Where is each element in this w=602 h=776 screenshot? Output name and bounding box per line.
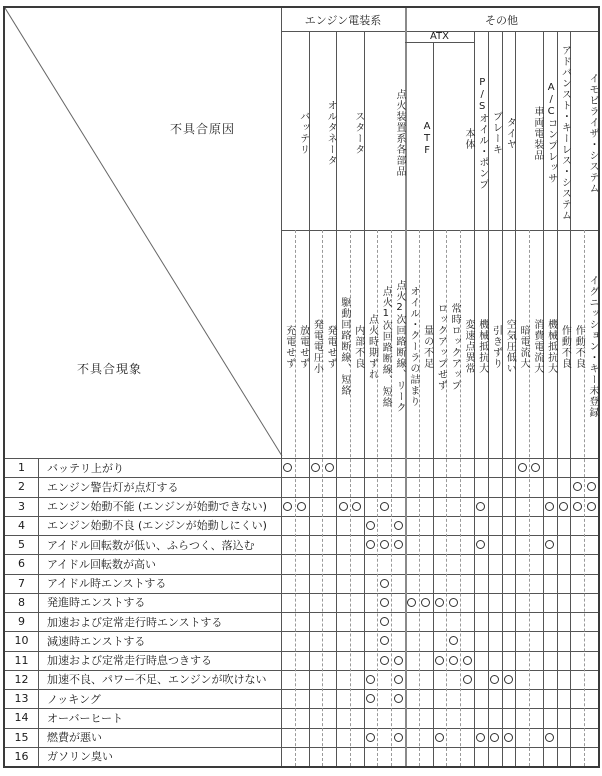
correlation-mark <box>366 521 375 530</box>
top-group-header: その他 <box>485 13 518 27</box>
correlation-mark <box>545 502 554 511</box>
symptom-label: バッテリ上がり <box>47 461 124 475</box>
correlation-mark <box>297 502 306 511</box>
correlation-mark <box>311 463 320 472</box>
diagonal-divider <box>5 8 285 458</box>
cause-column-label: 作動不良 <box>559 324 571 369</box>
cause-column-label: 点火2次回路断線、リーク <box>394 280 406 413</box>
symptom-label: エンジン始動不良 (エンジンが始動しにくい) <box>47 519 267 533</box>
cause-column-label: 放電せず <box>297 324 309 369</box>
correlation-mark <box>366 540 375 549</box>
row-number: 16 <box>14 749 29 763</box>
correlation-mark <box>380 579 389 588</box>
cause-group-header: オルタネータ <box>325 100 337 166</box>
cause-column-label: 変速点異常 <box>462 319 474 374</box>
symptom-label: 加速および定常走行時息つきする <box>47 654 212 668</box>
cause-column-label: 作動不良 <box>573 324 585 369</box>
row-number: 11 <box>14 653 29 667</box>
cause-column-label: イグニッション・キー未登録 <box>586 275 598 418</box>
correlation-mark <box>394 675 403 684</box>
symptom-label: オーバーヒート <box>47 711 124 725</box>
correlation-mark <box>283 502 292 511</box>
cause-column-label: 常時ロックアップ <box>449 302 461 391</box>
correlation-mark <box>449 598 458 607</box>
row-number: 5 <box>18 538 25 552</box>
cause-axis-title: 不具合原因 <box>170 122 236 136</box>
correlation-mark <box>545 733 554 742</box>
correlation-mark <box>339 502 348 511</box>
cause-column-label: 発電せず <box>325 324 337 369</box>
correlation-mark <box>531 463 540 472</box>
cause-group-header: スタータ <box>352 111 364 155</box>
symptom-label: エンジン始動不能 (エンジンが始動できない) <box>47 500 267 514</box>
atx-subgroup-header: ATF <box>421 120 433 157</box>
atx-group-header: ATX <box>429 31 449 42</box>
symptom-label: 発進時エンストする <box>47 596 146 610</box>
correlation-mark <box>504 675 513 684</box>
row-number: 4 <box>18 518 25 532</box>
cause-column-label: 点火1次回路断線、短絡 <box>380 285 392 408</box>
symptom-label: アイドル回転数が低い、ふらつく、落込む <box>47 538 255 552</box>
correlation-mark <box>559 502 568 511</box>
cause-column-label: 点火時期ずれ <box>366 313 378 380</box>
cause-group-header: A/Cコンプレッサ <box>545 82 557 184</box>
cause-group-header: 点火装置系各部品 <box>394 89 406 177</box>
correlation-mark <box>490 675 499 684</box>
correlation-mark <box>283 463 292 472</box>
row-number: 3 <box>18 499 25 513</box>
row-number: 10 <box>14 634 29 648</box>
cause-column-label: 引きずり <box>490 324 502 369</box>
cause-column-label: 暗電流大 <box>518 324 530 369</box>
symptom-label: アイドル回転数が高い <box>47 557 157 571</box>
row-number: 7 <box>18 576 25 590</box>
cause-column-label: オイル・クーラの詰まり <box>407 286 419 407</box>
correlation-mark <box>380 598 389 607</box>
correlation-mark <box>366 675 375 684</box>
row-number: 6 <box>18 557 25 571</box>
cause-group-header: ブレーキ <box>490 111 502 155</box>
cause-column-label: 発電電圧小 <box>311 319 323 374</box>
correlation-mark <box>587 502 596 511</box>
symptom-label: 加速不良、パワー不足、エンジンが吹けない <box>47 673 267 687</box>
correlation-mark <box>366 733 375 742</box>
correlation-mark <box>573 502 582 511</box>
cause-column-label: 駆動回路断線、短絡 <box>338 297 350 396</box>
correlation-mark <box>435 598 444 607</box>
symptom-label: 加速および定常走行時エンストする <box>47 615 223 629</box>
cause-column-label: 量の不足 <box>421 324 433 369</box>
cause-group-header: アドバンスト・キーレス・システム <box>559 45 571 221</box>
correlation-mark <box>476 502 485 511</box>
cause-group-header: P/Sオイル・ポンプ <box>476 76 488 190</box>
symptom-label: エンジン警告灯が点灯する <box>47 480 179 494</box>
correlation-mark <box>394 656 403 665</box>
cause-column-label: 空気圧低い <box>504 319 516 374</box>
symptom-axis-title: 不具合現象 <box>77 362 143 376</box>
correlation-mark <box>421 598 430 607</box>
correlation-mark <box>380 656 389 665</box>
correlation-mark <box>435 733 444 742</box>
cause-column-label: ロックアップせず <box>435 302 447 391</box>
correlation-mark <box>407 598 416 607</box>
correlation-mark <box>380 502 389 511</box>
correlation-mark <box>545 540 554 549</box>
correlation-mark <box>380 636 389 645</box>
row-number: 9 <box>18 615 25 629</box>
correlation-mark <box>504 733 513 742</box>
cause-group-header: イモビライザ・システム <box>586 72 598 194</box>
cause-column-label: 消費電流大 <box>531 319 543 374</box>
row-number: 8 <box>18 595 25 609</box>
correlation-mark <box>463 675 472 684</box>
correlation-mark <box>449 636 458 645</box>
correlation-mark <box>587 482 596 491</box>
cause-column-label: 内部不良 <box>352 324 364 369</box>
row-number: 13 <box>14 692 29 706</box>
cause-column-label: 機械抵抗大 <box>476 319 488 374</box>
row-number: 14 <box>14 711 29 725</box>
diagnostic-cross-reference-table <box>3 6 600 768</box>
correlation-mark <box>394 540 403 549</box>
correlation-mark <box>394 733 403 742</box>
cause-group-header: タイヤ <box>504 116 516 150</box>
symptom-label: ガソリン臭い <box>47 750 113 764</box>
correlation-mark <box>366 694 375 703</box>
atx-subgroup-header: 本体 <box>462 127 474 150</box>
symptom-label: ノッキング <box>47 692 101 706</box>
symptom-label: 減速時エンストする <box>47 634 146 648</box>
correlation-mark <box>463 656 472 665</box>
correlation-mark <box>394 521 403 530</box>
correlation-mark <box>394 694 403 703</box>
correlation-mark <box>476 540 485 549</box>
row-number: 2 <box>18 480 25 494</box>
cause-column-label: 充電せず <box>283 324 295 369</box>
correlation-mark <box>380 540 389 549</box>
row-number: 12 <box>14 672 29 686</box>
top-group-header: エンジン電装系 <box>304 13 382 27</box>
cause-column-label: 機械抵抗大 <box>545 319 557 374</box>
row-number: 1 <box>18 461 25 475</box>
symptom-label: アイドル時エンストする <box>47 577 167 591</box>
correlation-mark <box>490 733 499 742</box>
cause-group-header: 車両電装品 <box>531 105 543 161</box>
correlation-mark <box>435 656 444 665</box>
correlation-mark <box>325 463 334 472</box>
row-number: 15 <box>14 730 29 744</box>
correlation-mark <box>449 656 458 665</box>
correlation-mark <box>352 502 361 511</box>
symptom-label: 燃費が悪い <box>47 731 102 745</box>
correlation-mark <box>518 463 527 472</box>
cause-group-header: バッテリ <box>297 111 309 155</box>
correlation-mark <box>573 482 582 491</box>
correlation-mark <box>380 617 389 626</box>
correlation-mark <box>476 733 485 742</box>
